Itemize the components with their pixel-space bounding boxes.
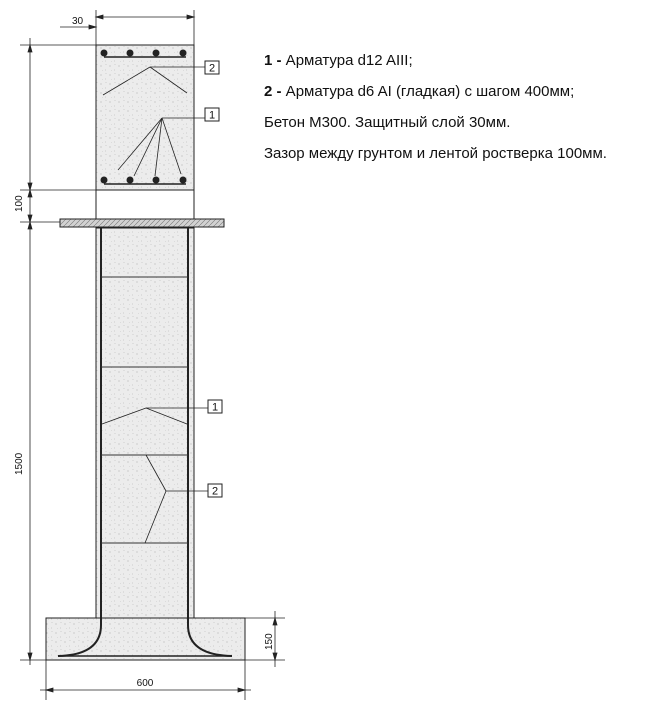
ground-level (60, 219, 224, 227)
legend-gap-note: Зазор между грунтом и лентой ростверка 100мм. (264, 145, 607, 162)
dimension-base-height-label: 150 (264, 633, 275, 650)
dimension-cover-label: 30 (72, 16, 84, 27)
pile (96, 228, 194, 618)
callout-pile-stirrup (208, 484, 222, 498)
legend-item-stirrup (264, 79, 607, 110)
svg-text:1: 1 (208, 109, 216, 122)
legend-item-rebar (264, 48, 607, 79)
legend (264, 48, 607, 172)
legend-item-stirrup-number: 2 - (264, 83, 282, 100)
dimension-left (20, 38, 96, 665)
callout-pile-rebar (208, 400, 222, 414)
dimension-gap-label: 100 (14, 195, 25, 212)
legend-item-rebar-number: 1 - (264, 52, 282, 69)
pile-rebar-right (188, 228, 232, 656)
svg-text:1: 1 (211, 401, 219, 414)
callout-top-rebar (205, 108, 219, 122)
dimension-base-width-label: 600 (136, 678, 154, 689)
dimension-pile-depth-label: 1500 (14, 452, 25, 475)
legend-item-stirrup-text: Арматура d6 AI (гладкая) с шагом 400мм; (281, 83, 575, 100)
legend-concrete-note: Бетон М300. Защитный слой 30мм. (264, 114, 511, 131)
callout-top-stirrup (205, 61, 219, 75)
svg-text:2: 2 (211, 485, 219, 498)
pile-rebar-left (58, 228, 101, 656)
legend-item-rebar-text: Арматура d12 AIII; (281, 52, 413, 69)
svg-text:2: 2 (208, 62, 216, 75)
